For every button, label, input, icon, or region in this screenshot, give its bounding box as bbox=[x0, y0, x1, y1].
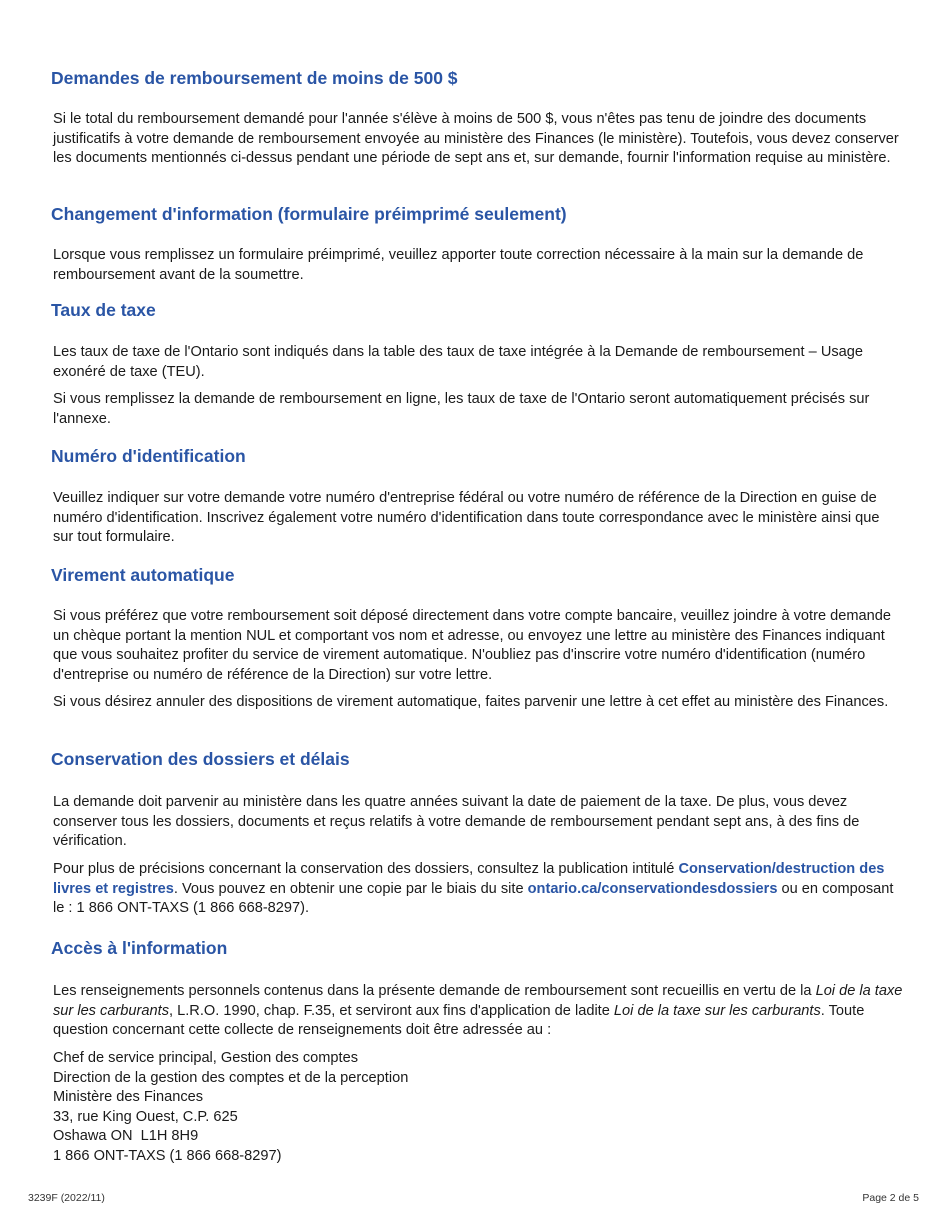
retention-text-a: Pour plus de précisions concernant la conservation des dossiers, consultez la publication intitulé bbox=[53, 861, 679, 877]
form-number: 3239F (2022/11) bbox=[28, 1192, 105, 1204]
retention-text-b: . Vous pouvez en obtenir une copie par le biais du site bbox=[173, 880, 528, 897]
address-line: Chef de service principal, Gestion des comptes bbox=[53, 1050, 358, 1066]
heading-identification-number: Numéro d'identification bbox=[51, 446, 246, 466]
paragraph-change-information: Lorsque vous remplissez un formulaire préimprimé, veuillez apporter toute correction nécessaire à la main sur la demande de remboursement avant de la soumettre. bbox=[53, 247, 864, 283]
address-line: 33, rue King Ouest, C.P. 625 bbox=[53, 1108, 238, 1125]
heading-direct-deposit: Virement automatique bbox=[51, 565, 235, 585]
heading-records-retention: Conservation des dossiers et délais bbox=[51, 749, 350, 769]
access-text-c: . Toute question concernant cette collecte de renseignements doit être adressée au : bbox=[53, 1002, 865, 1039]
heading-change-information: Changement d'information (formulaire préimprimé seulement) bbox=[51, 204, 567, 224]
paragraph-tax-rates-1: Les taux de taxe de l'Ontario sont indiqués dans la table des taux de taxe intégrée à la Demande de remboursement – Usage exonéré de taxe (TEU). bbox=[53, 344, 864, 380]
page-number: Page 2 de 5 bbox=[862, 1192, 919, 1204]
act-name-1: Loi de la taxe sur les carburants bbox=[53, 983, 903, 1019]
access-text-b: , L.R.O. 1990, chap. F.35, et serviront aux fins d'application de ladite bbox=[169, 1002, 614, 1019]
heading-access-to-information: Accès à l'information bbox=[51, 938, 228, 958]
paragraph-identification-number: Veuillez indiquer sur votre demande votre numéro d'entreprise fédéral ou votre numéro de référence de la Direction en guise de numéro d'identification. Inscrivez également votre numéro d'identification dans toute correspondance avec le ministère ainsi que sur tout formulaire. bbox=[53, 490, 880, 546]
paragraph-tax-rates-2: Si vous remplissez la demande de remboursement en ligne, les taux de taxe de l'Ontario seront automatiquement précisés sur l'annexe. bbox=[53, 391, 870, 427]
address-line: Direction de la gestion des comptes et de la perception bbox=[53, 1069, 409, 1086]
paragraph-access-to-information bbox=[53, 982, 903, 1041]
heading-small-refunds: Demandes de remboursement de moins de 500 $ bbox=[51, 68, 458, 88]
address-line: Oshawa ON L1H 8H9 bbox=[53, 1128, 199, 1145]
retention-text-c: ou en composant le : 1 866 ONT-TAXS (1 866 668-8297). bbox=[53, 880, 894, 917]
heading-tax-rates: Taux de taxe bbox=[51, 300, 156, 320]
access-text-a: Les renseignements personnels contenus dans la présente demande de remboursement sont recueillis en vertu de la bbox=[53, 983, 816, 999]
link-ontario-records-site[interactable]: ontario.ca/conservationdesdossiers bbox=[527, 880, 778, 897]
paragraph-records-retention-1: La demande doit parvenir au ministère dans les quatre années suivant la date de paiement de la taxe. De plus, vous devez conserver tous les dossiers, documents et reçus relatifs à votre demande de remboursement pendant sept ans, à des fins de vérification. bbox=[53, 794, 860, 850]
link-records-publication[interactable]: Conservation/destruction des livres et registres bbox=[53, 861, 885, 897]
paragraph-records-retention-2 bbox=[53, 860, 903, 919]
paragraph-small-refunds: Si le total du remboursement demandé pour l'année s'élève à moins de 500 $, vous n'êtes pas tenu de joindre des documents justificatifs à votre demande de remboursement envoyée au ministère des Finances (le ministère). Toutefois, vous devez conserver les documents mentionnés ci-dessus pendant une période de sept ans et, sur demande, fournir l'information requise au ministère. bbox=[53, 111, 899, 167]
address-line: Ministère des Finances bbox=[53, 1089, 204, 1106]
contact-address bbox=[53, 1049, 903, 1167]
paragraph-direct-deposit-1: Si vous préférez que votre remboursement soit déposé directement dans votre compte bancaire, veuillez joindre à votre demande un chèque portant la mention NUL et comportant vos nom et adresse, ou envoyez une lettre au ministère des Finances indiquant que vous souhaitez profiter du service de virement automatique. N'oubliez pas d'inscrire votre numéro d'identification (numéro d'entreprise ou numéro de référence de la Direction) sur votre lettre. bbox=[53, 608, 891, 683]
address-phone: 1 866 ONT-TAXS (1 866 668-8297) bbox=[53, 1147, 282, 1164]
paragraph-direct-deposit-2: Si vous désirez annuler des dispositions de virement automatique, faites parvenir une lettre à cet effet au ministère des Finances. bbox=[53, 694, 889, 710]
act-name-2: Loi de la taxe sur les carburants bbox=[613, 1002, 821, 1019]
